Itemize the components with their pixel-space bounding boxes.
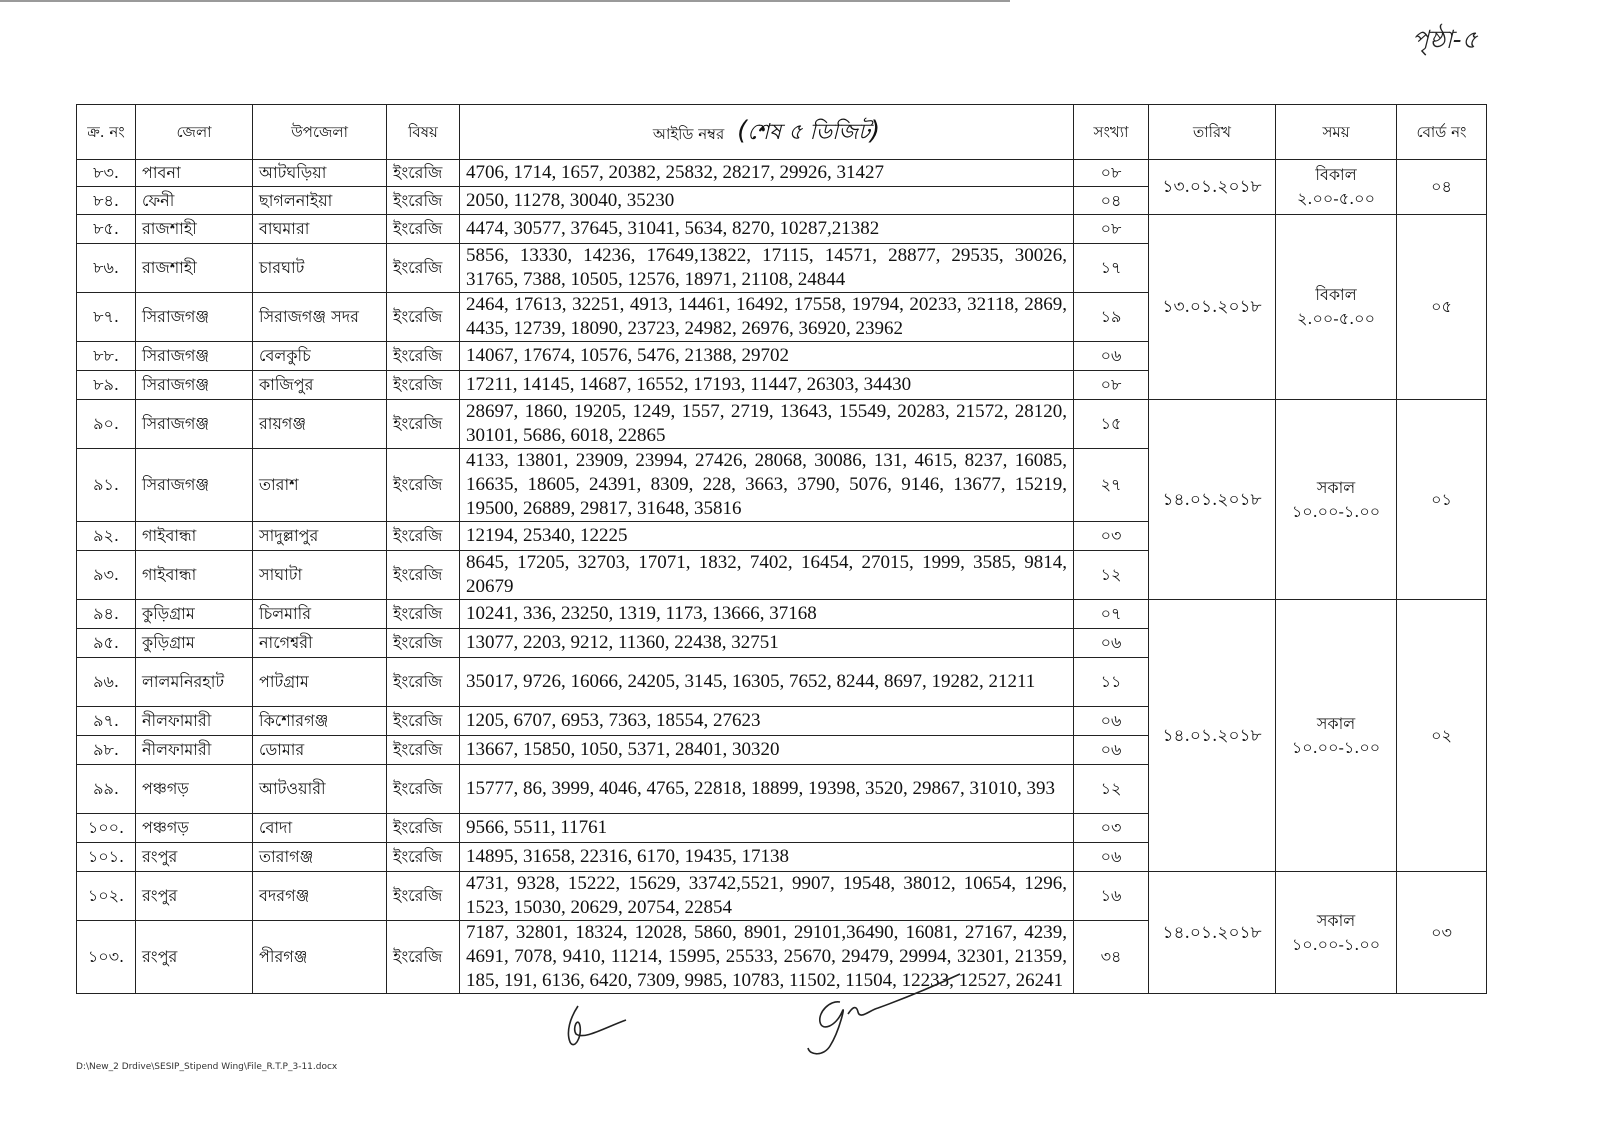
row-count: ১২ [1074, 551, 1149, 600]
row-count: ০৬ [1074, 707, 1149, 736]
row-ids: 1205, 6707, 6953, 7363, 18554, 27623 [460, 707, 1074, 736]
row-subject: ইংরেজি [387, 522, 460, 551]
group-date: ১৩.০১.২০১৮ [1149, 215, 1276, 400]
row-count: ১৫ [1074, 400, 1149, 449]
group-time-range: ২.০০-৫.০০ [1297, 189, 1375, 208]
group-time-session: সকাল [1316, 713, 1356, 733]
row-count: ০৩ [1074, 814, 1149, 843]
row-subject: ইংরেজি [387, 843, 460, 872]
row-count: ০৬ [1074, 843, 1149, 872]
row-count: ১২ [1074, 765, 1149, 814]
header-count: সংখ্যা [1074, 105, 1149, 160]
row-sl: ৯১. [77, 449, 136, 522]
signature-2 [800, 960, 980, 1060]
row-district: পাবনা [136, 160, 253, 187]
row-sl: ৯৩. [77, 551, 136, 600]
row-ids: 5856, 13330, 14236, 17649,13822, 17115, 14571, 28877, 29535, 30026, 31765, 7388, 10505, 12576, 18971, 21108, 24844 [460, 244, 1074, 293]
row-sl: ৮৩. [77, 160, 136, 187]
table-body [77, 160, 1487, 994]
row-district: রংপুর [136, 872, 253, 921]
row-district: সিরাজগঞ্জ [136, 293, 253, 342]
row-subject: ইংরেজি [387, 707, 460, 736]
header-ids-label: আইডি নম্বর [652, 124, 725, 143]
group-time-session: বিকাল [1315, 165, 1357, 184]
row-subject: ইংরেজি [387, 342, 460, 371]
row-subject: ইংরেজি [387, 600, 460, 629]
table-row [77, 215, 1487, 244]
row-subject: ইংরেজি [387, 551, 460, 600]
header-row [77, 105, 1487, 160]
row-count: ৩৪ [1074, 921, 1149, 994]
row-upazila: বোদা [253, 814, 387, 843]
row-subject: ইংরেজি [387, 872, 460, 921]
row-district: পঞ্চগড় [136, 814, 253, 843]
group-time-range: ১০.০০-১.০০ [1291, 934, 1381, 954]
row-count: ০৪ [1074, 187, 1149, 215]
row-upazila: ছাগলনাইয়া [253, 187, 387, 215]
row-ids: 4706, 1714, 1657, 20382, 25832, 28217, 29926, 31427 [460, 160, 1074, 187]
row-district: গাইবান্ধা [136, 522, 253, 551]
row-ids: 10241, 336, 23250, 1319, 1173, 13666, 37168 [460, 600, 1074, 629]
row-upazila: সিরাজগঞ্জ সদর [253, 293, 387, 342]
row-subject: ইংরেজি [387, 187, 460, 215]
row-sl: ৮৪. [77, 187, 136, 215]
header-subject: বিষয় [387, 105, 460, 160]
row-sl: ৯৭. [77, 707, 136, 736]
group-board: ০৪ [1397, 160, 1487, 215]
row-subject: ইংরেজি [387, 814, 460, 843]
header-ids [460, 105, 1074, 160]
row-ids: 28697, 1860, 19205, 1249, 1557, 2719, 13643, 15549, 20283, 21572, 28120, 30101, 5686, 6018, 22865 [460, 400, 1074, 449]
exam-schedule-table [76, 104, 1487, 994]
row-upazila: বেলকুচি [253, 342, 387, 371]
group-time-range: ১০.০০-১.০০ [1291, 737, 1381, 757]
row-ids: 15777, 86, 3999, 4046, 4765, 22818, 18899, 19398, 3520, 29867, 31010, 393 [460, 765, 1074, 814]
row-ids: 9566, 5511, 11761 [460, 814, 1074, 843]
row-sl: ৮৮. [77, 342, 136, 371]
row-upazila: তারাশ [253, 449, 387, 522]
group-time [1276, 400, 1397, 600]
row-sl: ৯৯. [77, 765, 136, 814]
row-sl: ৯৪. [77, 600, 136, 629]
row-district: পঞ্চগড় [136, 765, 253, 814]
group-date: ১৪.০১.২০১৮ [1149, 400, 1276, 600]
group-time-session: সকাল [1316, 910, 1356, 930]
row-district: ফেনী [136, 187, 253, 215]
row-sl: ১০২. [77, 872, 136, 921]
row-upazila: চারঘাট [253, 244, 387, 293]
table-row [77, 160, 1487, 187]
row-upazila: পাটগ্রাম [253, 658, 387, 707]
group-time-session: সকাল [1316, 477, 1356, 497]
table-row [77, 872, 1487, 921]
row-district: লালমনিরহাট [136, 658, 253, 707]
row-sl: ৯৬. [77, 658, 136, 707]
page-number-handwritten: পৃষ্ঠা-৫ [1412, 25, 1478, 54]
row-ids: 13667, 15850, 1050, 5371, 28401, 30320 [460, 736, 1074, 765]
row-sl: ৯৮. [77, 736, 136, 765]
group-date: ১৩.০১.২০১৮ [1149, 160, 1276, 215]
row-subject: ইংরেজি [387, 160, 460, 187]
group-date: ১৪.০১.২০১৮ [1149, 600, 1276, 872]
row-upazila: সাদুল্লাপুর [253, 522, 387, 551]
row-count: ১৭ [1074, 244, 1149, 293]
row-ids: 8645, 17205, 32703, 17071, 1832, 7402, 16454, 27015, 1999, 3585, 9814, 20679 [460, 551, 1074, 600]
row-count: ০৭ [1074, 600, 1149, 629]
header-district: জেলা [136, 105, 253, 160]
row-district: রাজশাহী [136, 215, 253, 244]
row-upazila: কিশোরগঞ্জ [253, 707, 387, 736]
row-upazila: বাঘমারা [253, 215, 387, 244]
row-count: ১১ [1074, 658, 1149, 707]
row-subject: ইংরেজি [387, 244, 460, 293]
row-subject: ইংরেজি [387, 765, 460, 814]
group-board: ০৩ [1397, 872, 1487, 994]
row-count: ০৩ [1074, 522, 1149, 551]
row-sl: ৯২. [77, 522, 136, 551]
row-count: ১৯ [1074, 293, 1149, 342]
row-ids: 14067, 17674, 10576, 5476, 21388, 29702 [460, 342, 1074, 371]
top-rule [0, 0, 1010, 2]
row-district: রংপুর [136, 843, 253, 872]
row-district: রাজশাহী [136, 244, 253, 293]
row-sl: ১০১. [77, 843, 136, 872]
row-subject: ইংরেজি [387, 371, 460, 400]
row-district: সিরাজগঞ্জ [136, 371, 253, 400]
row-subject: ইংরেজি [387, 293, 460, 342]
row-district: নীলফামারী [136, 707, 253, 736]
row-sl: ১০৩. [77, 921, 136, 994]
row-district: রংপুর [136, 921, 253, 994]
row-district: কুড়িগ্রাম [136, 600, 253, 629]
row-district: সিরাজগঞ্জ [136, 449, 253, 522]
row-ids: 7187, 32801, 18324, 12028, 5860, 8901, 29101,36490, 16081, 27167, 4239, 4691, 7078, 9410, 11214, 15995, 25533, 25670, 29479, 29994, 32301, 21359, 185, 191, 6136, 6420, 7309, 9985, 10783, 11502, 11504, 12233, 12527, 26241 [460, 921, 1074, 994]
row-upazila: নাগেশ্বরী [253, 629, 387, 658]
row-count: ০৬ [1074, 736, 1149, 765]
row-subject: ইংরেজি [387, 736, 460, 765]
row-ids: 14895, 31658, 22316, 6170, 19435, 17138 [460, 843, 1074, 872]
row-ids: 35017, 9726, 16066, 24205, 3145, 16305, 7652, 8244, 8697, 19282, 21211 [460, 658, 1074, 707]
header-date: তারিখ [1149, 105, 1276, 160]
row-count: ০৮ [1074, 215, 1149, 244]
row-upazila: ডোমার [253, 736, 387, 765]
row-upazila: আটওয়ারী [253, 765, 387, 814]
row-upazila: রায়গঞ্জ [253, 400, 387, 449]
row-count: ১৬ [1074, 872, 1149, 921]
row-upazila: আটঘড়িয়া [253, 160, 387, 187]
header-ids-note: (শেষ ৫ ডিজিট) [737, 115, 881, 146]
file-path-footer: D:\New_2 Drdive\SESIP_Stipend Wing\File_R.T.P_3-11.docx [76, 1062, 338, 1072]
row-count: ০৬ [1074, 342, 1149, 371]
group-time [1276, 160, 1397, 215]
row-upazila: পীরগঞ্জ [253, 921, 387, 994]
row-sl: ৯০. [77, 400, 136, 449]
row-ids: 17211, 14145, 14687, 16552, 17193, 11447, 26303, 34430 [460, 371, 1074, 400]
row-ids: 4731, 9328, 15222, 15629, 33742,5521, 9907, 19548, 38012, 10654, 1296, 1523, 15030, 20629, 20754, 22854 [460, 872, 1074, 921]
group-time [1276, 600, 1397, 872]
group-time-session: বিকাল [1315, 285, 1357, 304]
group-board: ০২ [1397, 600, 1487, 872]
row-sl: ৮৯. [77, 371, 136, 400]
row-subject: ইংরেজি [387, 449, 460, 522]
group-date: ১৪.০১.২০১৮ [1149, 872, 1276, 994]
table-row [77, 600, 1487, 629]
header-sl: ক্র. নং [77, 105, 136, 160]
row-sl: ১০০. [77, 814, 136, 843]
group-board: ০৫ [1397, 215, 1487, 400]
row-sl: ৯৫. [77, 629, 136, 658]
row-upazila: চিলমারি [253, 600, 387, 629]
group-time-range: ১০.০০-১.০০ [1291, 501, 1381, 521]
row-district: সিরাজগঞ্জ [136, 342, 253, 371]
row-ids: 4474, 30577, 37645, 31041, 5634, 8270, 10287,21382 [460, 215, 1074, 244]
row-subject: ইংরেজি [387, 400, 460, 449]
row-district: সিরাজগঞ্জ [136, 400, 253, 449]
group-time-range: ২.০০-৫.০০ [1297, 309, 1375, 328]
group-time [1276, 215, 1397, 400]
row-district: কুড়িগ্রাম [136, 629, 253, 658]
row-upazila: কাজিপুর [253, 371, 387, 400]
header-upazila: উপজেলা [253, 105, 387, 160]
group-time [1276, 872, 1397, 994]
row-count: ২৭ [1074, 449, 1149, 522]
row-upazila: তারাগঞ্জ [253, 843, 387, 872]
row-upazila: সাঘাটা [253, 551, 387, 600]
signature-1 [560, 998, 640, 1058]
row-sl: ৮৬. [77, 244, 136, 293]
row-count: ০৮ [1074, 160, 1149, 187]
row-district: গাইবান্ধা [136, 551, 253, 600]
row-ids: 4133, 13801, 23909, 23994, 27426, 28068, 30086, 131, 4615, 8237, 16085, 16635, 18605, 24391, 8309, 228, 3663, 3790, 5076, 9146, 13677, 15219, 19500, 26889, 29817, 31648, 35816 [460, 449, 1074, 522]
row-ids: 13077, 2203, 9212, 11360, 22438, 32751 [460, 629, 1074, 658]
row-count: ০৮ [1074, 371, 1149, 400]
row-ids: 2050, 11278, 30040, 35230 [460, 187, 1074, 215]
row-count: ০৬ [1074, 629, 1149, 658]
row-subject: ইংরেজি [387, 215, 460, 244]
table-row [77, 400, 1487, 449]
row-district: নীলফামারী [136, 736, 253, 765]
row-subject: ইংরেজি [387, 921, 460, 994]
header-ids-note-text: শেষ ৫ ডিজিট [747, 119, 871, 145]
row-ids: 2464, 17613, 32251, 4913, 14461, 16492, 17558, 19794, 20233, 32118, 2869, 4435, 12739, 18090, 23723, 24982, 26976, 36920, 23962 [460, 293, 1074, 342]
row-sl: ৮৫. [77, 215, 136, 244]
header-time: সময় [1276, 105, 1397, 160]
row-subject: ইংরেজি [387, 658, 460, 707]
row-subject: ইংরেজি [387, 629, 460, 658]
group-board: ০১ [1397, 400, 1487, 600]
row-ids: 12194, 25340, 12225 [460, 522, 1074, 551]
row-sl: ৮৭. [77, 293, 136, 342]
row-upazila: বদরগঞ্জ [253, 872, 387, 921]
header-board: বোর্ড নং [1397, 105, 1487, 160]
